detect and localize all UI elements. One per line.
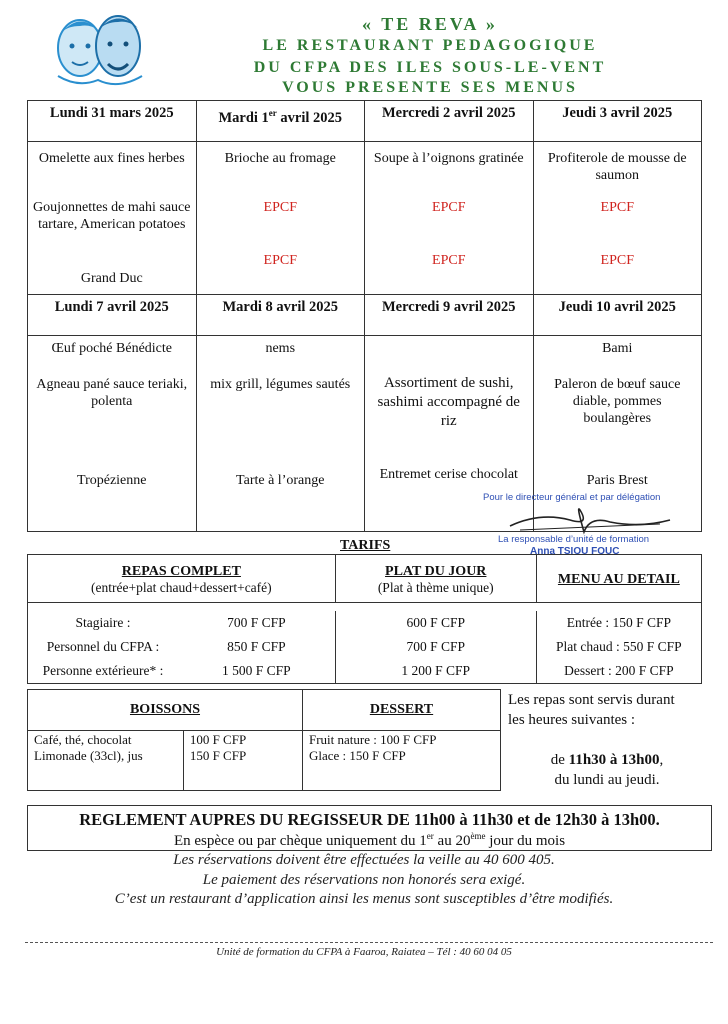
reglement-payment: En espèce ou par chèque uniquement du 1er au 20ème jour du mois bbox=[173, 831, 566, 849]
plat: EPCF bbox=[432, 200, 466, 215]
day-header: Mercredi 2 avril 2025 bbox=[365, 101, 534, 142]
note-payment: Le paiement des réservations non honorés sera exigé. bbox=[202, 872, 526, 888]
boissons-items: Café, thé, chocolat Limonade (33cl), jus bbox=[34, 732, 143, 763]
day-header: Lundi 7 avril 2025 bbox=[28, 295, 197, 336]
tarifs-title: TARIFS bbox=[340, 538, 391, 553]
footer-contact: Unité de formation du CFPA à Faaroa, Raiatea – Tél : 40 60 04 05 bbox=[216, 946, 512, 958]
chef-faces-logo bbox=[38, 6, 156, 94]
header-line-cfpa: DU CFPA DES ILES SOUS-LE-VENT bbox=[253, 59, 607, 76]
week1-dishes-row bbox=[28, 142, 702, 295]
note-reservation: Les réservations doivent être effectuées la veille au 40 600 405. bbox=[173, 852, 555, 868]
header-title: « TE REVA » bbox=[362, 14, 498, 34]
signature bbox=[500, 502, 680, 536]
plat: Paleron de bœuf sauce diable, pommes boulangères bbox=[554, 377, 681, 426]
entree: Omelette aux fines herbes bbox=[38, 151, 185, 166]
menu-table bbox=[27, 100, 702, 532]
repas-complet-header: REPAS COMPLET (entrée+plat chaud+dessert+café) bbox=[28, 555, 336, 603]
day-header: Mercredi 9 avril 2025 bbox=[365, 295, 534, 336]
day-dishes bbox=[28, 336, 197, 532]
dessert: Tropézienne bbox=[77, 473, 147, 488]
dessert-header: DESSERT bbox=[303, 690, 501, 731]
tarif-row: Personnel du CFPA : 850 F CFP 700 F CFP Plat chaud : 550 F CFP bbox=[28, 635, 702, 659]
day-header: Jeudi 3 avril 2025 bbox=[533, 101, 702, 142]
dessert: EPCF bbox=[263, 253, 297, 268]
plat: Assortiment de sushi, sashimi accompagné de riz bbox=[377, 375, 520, 429]
footer-divider bbox=[25, 942, 713, 943]
tarif-row: Personne extérieure* : 1 500 F CFP 1 200 F CFP Dessert : 200 F CFP bbox=[28, 659, 702, 684]
dessert: Grand Duc bbox=[80, 271, 143, 286]
entree: Brioche au fromage bbox=[224, 151, 336, 166]
day-dishes bbox=[196, 336, 365, 532]
stamp-name: Anna TSIOU FOUC bbox=[530, 546, 620, 557]
day-header: Mardi 8 avril 2025 bbox=[196, 295, 365, 336]
entree: Profiterole de mousse de saumon bbox=[547, 151, 687, 183]
day-header: Jeudi 10 avril 2025 bbox=[533, 295, 702, 336]
stamp-role: La responsable d’unité de formation bbox=[498, 534, 650, 545]
day-dishes bbox=[533, 142, 702, 295]
menu-detail-header: MENU AU DETAIL bbox=[536, 555, 701, 603]
dessert: EPCF bbox=[600, 253, 634, 268]
service-hours: Les repas sont servis durant les heures suivantes : de 11h30 à 13h00, du lundi au jeudi. bbox=[508, 692, 675, 788]
day-dishes bbox=[365, 142, 534, 295]
tarif-row: Stagiaire : 700 F CFP 600 F CFP Entrée : 150 F CFP bbox=[28, 611, 702, 635]
header-line-menus: VOUS PRESENTE SES MENUS bbox=[282, 79, 578, 96]
note-application: C’est un restaurant d’application ainsi les menus sont susceptibles d’être modifiés. bbox=[114, 891, 614, 907]
dessert: Tarte à l’orange bbox=[236, 473, 325, 488]
boissons-prices: 100 F CFP 150 F CFP bbox=[183, 731, 302, 791]
plat: mix grill, légumes sautés bbox=[210, 377, 351, 392]
boissons-dessert-table bbox=[27, 689, 501, 791]
week1-day-row bbox=[28, 101, 702, 142]
day-header: Mardi 1er avril 2025 bbox=[196, 101, 365, 142]
reglement-box bbox=[27, 805, 712, 851]
dessert: Entremet cerise chocolat bbox=[379, 467, 518, 482]
plat-du-jour-header: PLAT DU JOUR (Plat à thème unique) bbox=[335, 555, 536, 603]
day-dishes bbox=[196, 142, 365, 295]
dessert: Paris Brest bbox=[586, 473, 648, 488]
entree: Soupe à l’oignons gratinée bbox=[373, 151, 524, 166]
delegation-stamp: Pour le directeur général et par délégation bbox=[483, 492, 661, 503]
entree: Bami bbox=[602, 341, 633, 356]
plat: Goujonnettes de mahi sauce tartare, American potatoes bbox=[33, 200, 191, 232]
plat: EPCF bbox=[263, 200, 297, 215]
header-line-restaurant: LE RESTAURANT PEDAGOGIQUE bbox=[262, 37, 598, 54]
day-header: Lundi 31 mars 2025 bbox=[28, 101, 197, 142]
boissons-header: BOISSONS bbox=[28, 690, 303, 731]
day-dishes bbox=[28, 142, 197, 295]
dessert-items: Fruit nature : 100 F CFP Glace : 150 F CFP bbox=[303, 731, 501, 791]
plat: EPCF bbox=[600, 200, 634, 215]
week2-day-row bbox=[28, 295, 702, 336]
plat: Agneau pané sauce teriaki, polenta bbox=[36, 377, 188, 409]
dessert: EPCF bbox=[432, 253, 466, 268]
entree: nems bbox=[265, 341, 296, 356]
reglement-title: REGLEMENT AUPRES DU REGISSEUR DE 11h00 à 11h30 et de 12h30 à 13h00. bbox=[79, 810, 660, 829]
entree: Œuf poché Bénédicte bbox=[51, 341, 172, 356]
tarifs-table bbox=[27, 554, 702, 684]
